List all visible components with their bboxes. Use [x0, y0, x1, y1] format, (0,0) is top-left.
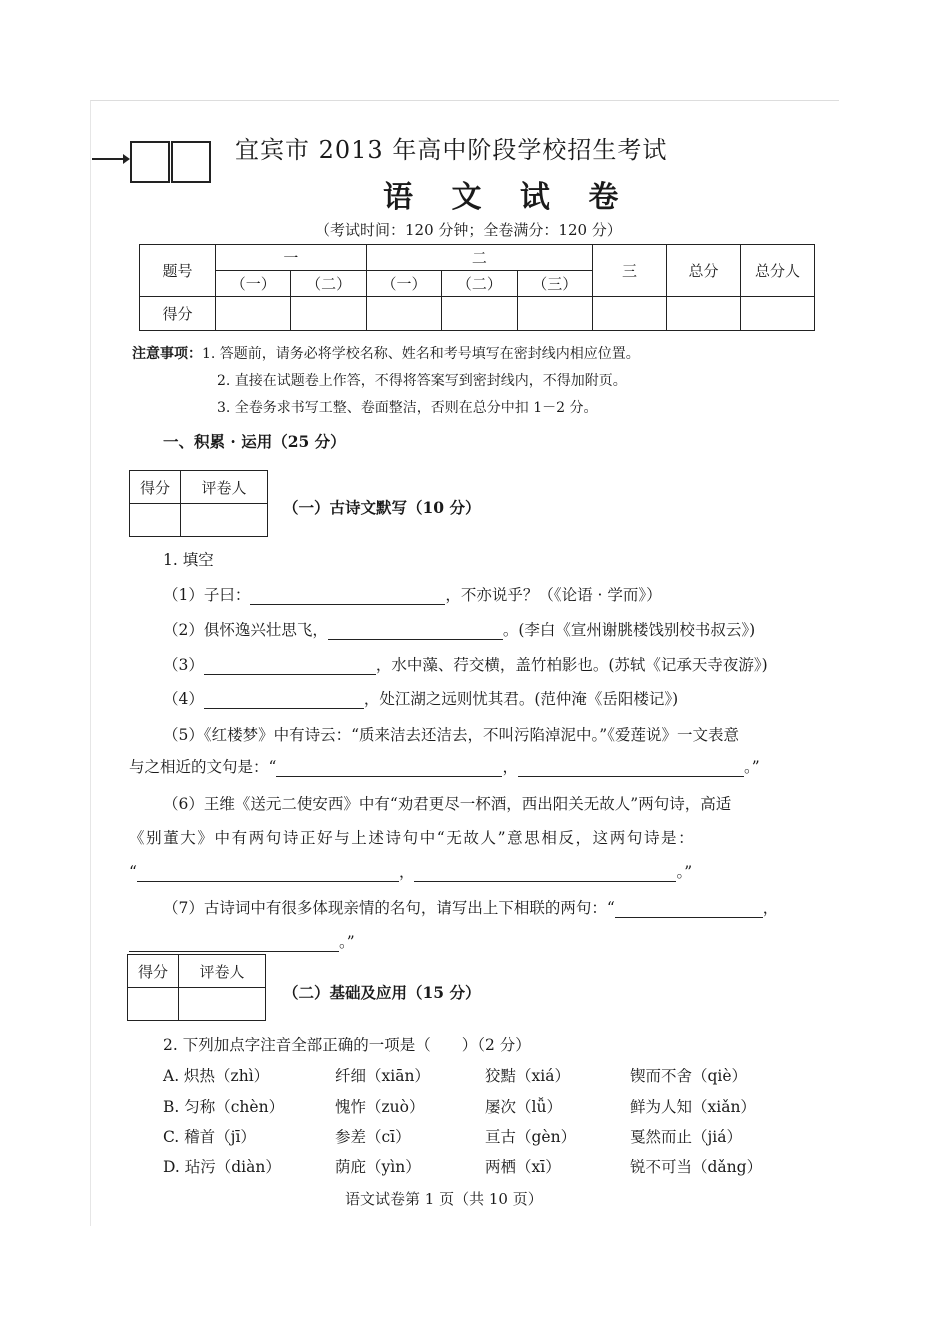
option-d-item: 荫庇（yìn）: [335, 1158, 421, 1176]
q1-text: “: [129, 863, 137, 881]
note-item: 1. 答题前，请务必将学校名称、姓名和考号填写在密封线内相应位置。: [202, 346, 640, 362]
q1-item-2: [163, 618, 755, 640]
exam-info: （考试时间：120 分钟；全卷满分：120 分）: [315, 221, 622, 239]
q1-item-1: [163, 583, 662, 605]
option-a: A. 炽热（zhì）: [163, 1067, 270, 1085]
sub-label: （二）: [291, 271, 366, 297]
q1-text: ，: [398, 863, 415, 881]
note-item: 2. 直接在试题卷上作答，不得将答案写到密封线内，不得加附页。: [217, 373, 627, 389]
answer-blank[interactable]: [518, 776, 744, 777]
exam-subtitle: 语 文 试 卷: [383, 180, 633, 215]
sub-label: （一）: [366, 271, 441, 297]
q1-text: （7）古诗词中有很多体现亲情的名句，请写出上下相联的两句：“: [163, 899, 615, 917]
q1-5-line2: [129, 755, 760, 777]
part2-header: 二: [366, 245, 592, 271]
part2-title: （二）基础及应用（15 分）: [283, 983, 481, 1002]
score-cell[interactable]: [517, 297, 592, 331]
q1-6-line1: （6）王维《送元二使安西》中有“劝君更尽一杯酒，西出阳关无故人”两句诗，高适: [163, 795, 732, 813]
score-cell[interactable]: [741, 297, 815, 331]
option-a-item: 锲而不舍（qiè）: [630, 1067, 748, 1085]
q1-7-line1: [163, 896, 778, 918]
option-c-item: 亘古（gèn）: [485, 1128, 577, 1146]
option-d-item: 锐不可当（dǎng）: [630, 1158, 763, 1176]
score-cell[interactable]: [366, 297, 441, 331]
q1-6-line2: 《别董大》中有两句诗正好与上述诗句中“无故人”意思相反，这两句诗是：: [129, 829, 696, 847]
q1-text: ，: [502, 758, 518, 776]
q1-text: ，: [762, 899, 779, 917]
grader-score-cell[interactable]: [128, 988, 179, 1021]
q1-label: 1. 填空: [163, 551, 214, 569]
notes-label: 注意事项：: [132, 346, 202, 362]
part3-header: 三: [593, 245, 667, 297]
seat-number-box: [171, 141, 211, 183]
exam-title: 宜宾市 2013 年高中阶段学校招生考试: [235, 136, 668, 164]
q1-text: 与之相近的文句是：“: [129, 758, 277, 776]
scorer-header: 总分人: [741, 245, 815, 297]
q1-text: 。”: [676, 863, 693, 881]
score-cell[interactable]: [593, 297, 667, 331]
part1-title: （一）古诗文默写（10 分）: [283, 498, 481, 517]
q1-7-line2: [129, 930, 355, 952]
answer-blank[interactable]: [129, 951, 339, 952]
q1-text: （2）俱怀逸兴壮思飞，: [163, 621, 328, 639]
seat-number-box: [130, 141, 170, 183]
option-a-item: 狡黠（xiá）: [485, 1067, 570, 1085]
row-label-number: 题号: [140, 245, 216, 297]
grader-box-2: [127, 954, 266, 1021]
answer-blank[interactable]: [137, 881, 399, 882]
row-label-score: 得分: [140, 297, 216, 331]
q1-text: 。”: [339, 933, 355, 951]
q1-text: ，不亦说乎？（《论语 · 学而》）: [445, 586, 662, 604]
answer-blank[interactable]: [414, 881, 676, 882]
score-table: [139, 244, 815, 331]
option-b-item: 愧怍（zuò）: [335, 1098, 425, 1116]
grader-score-cell[interactable]: [130, 504, 181, 537]
grader-name-label: 评卷人: [181, 471, 268, 504]
q1-text: （4）: [163, 690, 204, 708]
arrow-icon: [92, 158, 128, 160]
option-a-item: 纤细（xiān）: [335, 1067, 430, 1085]
option-b-item: 屡次（lǚ）: [485, 1098, 562, 1116]
option-b: B. 匀称（chèn）: [163, 1098, 285, 1116]
grader-box-1: [129, 470, 268, 537]
answer-blank[interactable]: [204, 674, 376, 675]
q1-item-3: [163, 653, 768, 675]
q1-text: ，处江湖之远则忧其君。(范仲淹《岳阳楼记》): [363, 690, 679, 708]
score-cell[interactable]: [291, 297, 366, 331]
answer-blank[interactable]: [615, 917, 763, 918]
grader-score-label: 得分: [128, 955, 179, 988]
option-c-item: 参差（cī）: [335, 1128, 411, 1146]
q1-text: （1）子曰：: [163, 586, 251, 604]
answer-blank[interactable]: [250, 604, 445, 605]
q1-text: 。(李白《宣州谢朓楼饯别校书叔云》): [502, 621, 756, 639]
q1-text: ，水中藻、荇交横，盖竹柏影也。(苏轼《记承天寺夜游》): [375, 656, 768, 674]
answer-blank[interactable]: [328, 639, 503, 640]
sub-label: （三）: [517, 271, 592, 297]
note-item: 3. 全卷务求书写工整、卷面整洁，否则在总分中扣 1－2 分。: [217, 400, 598, 416]
q1-text: 。”: [743, 758, 760, 776]
q1-text: （3）: [163, 656, 204, 674]
option-d-item: 两栖（xī）: [485, 1158, 561, 1176]
total-header: 总分: [667, 245, 741, 297]
option-b-item: 鲜为人知（xiǎn）: [630, 1098, 756, 1116]
page-footer: 语文试卷第 1 页（共 10 页）: [345, 1190, 543, 1208]
section1-title: 一、积累 · 运用（25 分）: [163, 432, 346, 451]
score-cell[interactable]: [667, 297, 741, 331]
option-c-item: 戛然而止（jiá）: [630, 1128, 743, 1146]
score-cell[interactable]: [442, 297, 517, 331]
grader-name-cell[interactable]: [179, 988, 266, 1021]
sub-label: （二）: [442, 271, 517, 297]
notes: [132, 341, 640, 422]
part1-header: 一: [216, 245, 367, 271]
grader-name-label: 评卷人: [179, 955, 266, 988]
answer-blank[interactable]: [276, 776, 502, 777]
option-d: D. 玷污（diàn）: [163, 1158, 281, 1176]
q1-6-line3: [129, 860, 692, 882]
q1-item-4: [163, 687, 678, 709]
option-c: C. 稽首（jī）: [163, 1128, 256, 1146]
q2-question: 2. 下列加点字注音全部正确的一项是（ ）（2 分）: [163, 1036, 531, 1054]
q1-5-line1: （5）《红楼梦》中有诗云：“质来洁去还洁去，不叫污陷淖泥中。”《爱莲说》一文表意: [163, 726, 739, 744]
answer-blank[interactable]: [204, 708, 364, 709]
score-cell[interactable]: [216, 297, 291, 331]
grader-name-cell[interactable]: [181, 504, 268, 537]
sub-label: （一）: [216, 271, 291, 297]
grader-score-label: 得分: [130, 471, 181, 504]
